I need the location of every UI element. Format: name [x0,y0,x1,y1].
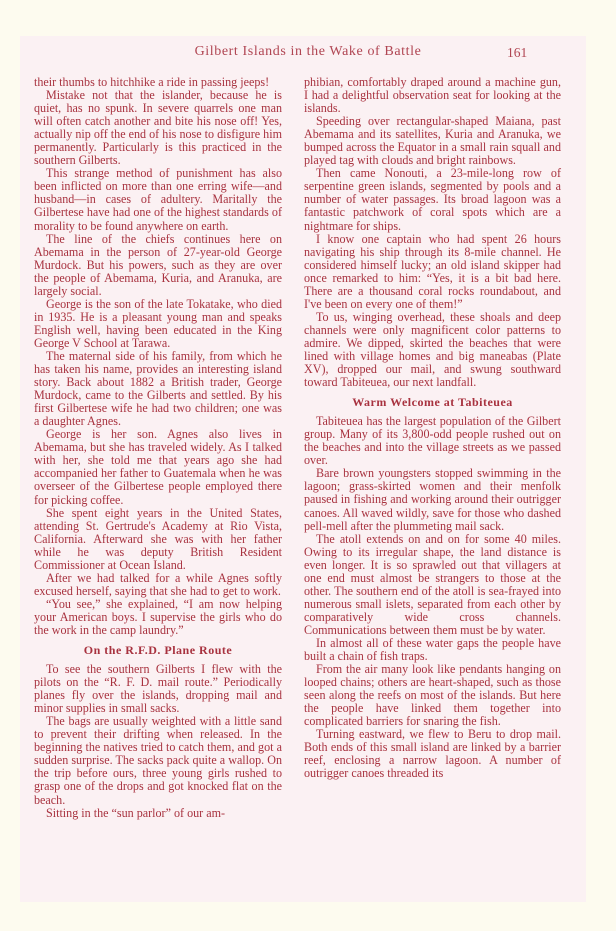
running-title: Gilbert Islands in the Wake of Battle [194,44,422,59]
section-heading: On the R.F.D. Plane Route [83,643,233,658]
right-column [304,76,561,780]
paragraph: The atoll extends on and on for some 40 miles. Owing to its irregular shape, the land distance is even longer. It is so sprawled out that villagers at one end must almost be strangers to those at the other. The southern end of the atoll is sea-frayed into numerous small islets, separated from each other by comparatively wide cross channels. Communications between them must be by water. [304,531,561,637]
paragraph: Then came Nonouti, a 23-mile-long row of serpentine green islands, segmented by pools and a number of water passages. Its broad lagoon was a fantastic patchwork of coral spots which are a nightmare for ships. [304,166,561,233]
section-heading: Warm Welcome at Tabiteuea [352,395,513,410]
paragraph: Bare brown youngsters stopped swimming in the lagoon; grass-skirted women and their menfolk paused in fishing and working around their outrigger canoes. All waved wildly, save for those who dashed pell-mell after the plummeting mail sack. [304,466,561,533]
paragraph: The maternal side of his family, from which he has taken his name, provides an interesting island story. Back about 1882 a British trader, George Murdock, came to the Gilberts and settled. By his first Gilbertese wife he had two children; one was a daughter Agnes. [34,348,282,429]
paragraph: After we had talked for a while Agnes softly excused herself, saying that she had to get to work. [34,570,282,598]
page-number: 161 [507,45,528,60]
paragraph: Turning eastward, we flew to Beru to drop mail. Both ends of this small island are linked by a barrier reef, enclosing a narrow lagoon. A number of outrigger canoes threaded its [304,727,561,781]
paragraph: phibian, comfortably draped around a machine gun, I had a delightful observation seat for looking at the islands. [304,75,561,116]
paragraph: Mistake not that the islander, because he is quiet, has no spunk. In severe quarrels one man will often catch another and bite his nose off! Yes, actually nip off the end of his nose to disfigure him permanently. Particularly is this practiced in the southern Gilberts. [34,88,282,168]
paragraph: George is her son. Agnes also lives in Abemama, but she has traveled widely. As I talked with her, she told me that years ago she had accompanied her father to Guatemala when he was overseer of the Gilbertese people employed there for picking coffee. [34,427,282,507]
paragraph: Sitting in the “sun parlor” of our am- [46,805,226,820]
paragraph: “You see,” she explained, “I am now helping your American boys. I supervise the girls who do the work in the camp laundry.” [34,596,282,637]
paragraph: To us, winging overhead, these shoals and deep channels were only magnificent color patterns to admire. We dipped, skirted the beaches that were lined with village homes and big maneabas (Plate XV), dropped our mail, and swung southward toward Tabiteuea, our next landfall. [304,309,561,390]
paragraph: George is the son of the late Tokatake, who died in 1935. He is a pleasant young man and speaks English well, having been educated in the King George V School at Tarawa. [34,296,282,350]
paragraph: their thumbs to hitchhike a ride in passing jeeps! [34,75,270,89]
paragraph: From the air many look like pendants hanging on looped chains; others are heart-shaped, such as those seen along the reefs on most of the islands. But here the people have linked them together into complicated barriers for snaring the fish. [304,662,561,729]
page-header [0,44,616,64]
paragraph: The line of the chiefs continues here on Abemama in the person of 27-year-old George Murdock. But his powers, such as they are over the people of Abemama, Kuria, and Aranuka, are largely social. [34,231,282,298]
left-column [34,76,282,820]
paragraph: In almost all of these water gaps the people have built a chain of fish traps. [304,635,561,664]
paragraph: The bags are usually weighted with a little sand to prevent their drifting when released. In the beginning the natives tried to catch them, and got a sudden surprise. The sacks pack quite a wallop. On the trip before ours, three young girls rushed to grasp one of the drops and got knocked flat on the beach. [34,714,282,807]
paragraph: She spent eight years in the United States, attending St. Gertrude's Academy at Rio Vista, California. Afterward she was with her father while he was deputy British Resident Commissioner at Ocean Island. [34,505,282,572]
paragraph: I know one captain who had spent 26 hours navigating his ship through its 8-mile channel. He considered himself lucky; an old island skipper had once remarked to him: “Yes, it is a bit bad here. There are a thousand coral rocks roundabout, and I've been on every one of them!” [304,231,561,311]
paragraph: Tabiteuea has the largest population of the Gilbert group. Many of its 3,800-odd people rushed out on the beaches and into the village streets as we passed over. [304,414,561,468]
paragraph: To see the southern Gilberts I flew with the pilots on the “R. F. D. mail route.” Periodically planes fly over the islands, dropping mail and minor supplies in small sacks. [34,662,282,716]
paragraph: Speeding over rectangular-shaped Maiana, past Abemama and its satellites, Kuria and Aranuka, we bumped across the Equator in a small rain squall and played tag with clouds and bright rainbows. [304,114,561,168]
paragraph: This strange method of punishment has also been inflicted on more than one erring wife—and husband—in cases of adultery. Maritally the Gilbertese have had one of the highest standards of morality to be found anywhere on earth. [34,166,282,233]
